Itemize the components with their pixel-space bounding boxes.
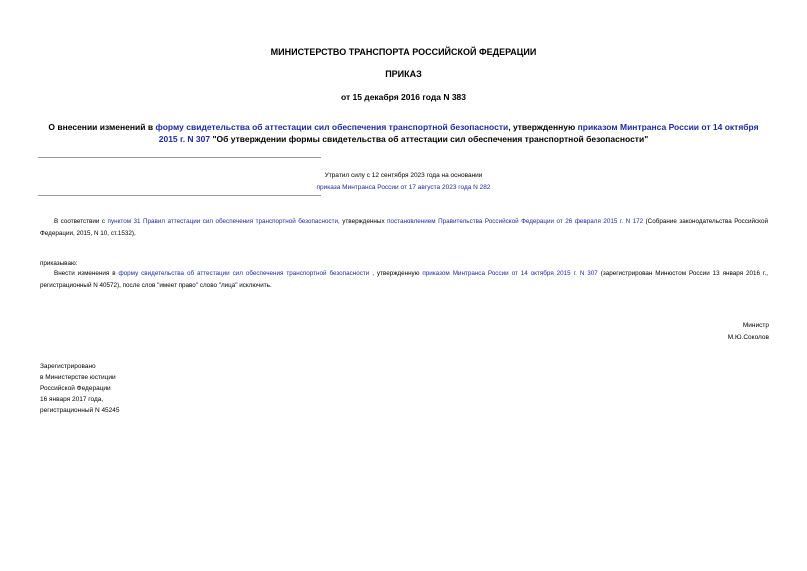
subject-prefix: О внесении изменений в	[48, 122, 156, 132]
registration-line: в Министерстве юстиции	[40, 374, 116, 381]
signature-name: М.Ю.Соколов	[727, 333, 769, 341]
signature-title: Министр	[742, 322, 769, 329]
status-link-order-282[interactable]: приказа Минтранса России от 17 августа 2023 года N 282	[316, 184, 491, 191]
registration-block	[40, 361, 120, 416]
link-order-307[interactable]: приказом Минтранса России от 14 октября 2015 г. N 307	[422, 270, 598, 277]
ministry-title: МИНИСТЕРСТВО ТРАНСПОРТА РОССИЙСКОЙ ФЕДЕРАЦИИ	[270, 47, 537, 57]
link-certificate-form[interactable]: форму свидетельства об аттестации сил обеспечения транспортной безопасности	[118, 270, 370, 277]
paragraph-basis-text-1: В соответствии с	[54, 218, 108, 225]
paragraph-basis-text-3: (Собрание законодательства Российской Федерации, 2015, N 10, ст.1532),	[40, 218, 769, 237]
paragraph-basis	[40, 216, 768, 239]
status-notice	[0, 170, 807, 194]
registration-line: 16 января 2017 года,	[40, 396, 104, 403]
divider-top	[38, 157, 321, 158]
link-government-decree-172[interactable]: постановлением Правительства Российской Федерации от 26 февраля 2015 г. N 172	[387, 218, 644, 225]
subject-suffix: "Об утверждении формы свидетельства об аттестации сил обеспечения транспортной безопасности"	[210, 134, 649, 144]
document-date-number: от 15 декабря 2016 года N 383	[340, 92, 467, 102]
document-type: ПРИКАЗ	[385, 69, 422, 79]
paragraph-basis-text-2: , утвержденных	[338, 218, 388, 225]
paragraph-changes	[40, 268, 768, 291]
order-word: приказываю:	[40, 260, 78, 267]
subject-link-form[interactable]: форму свидетельства об аттестации сил обеспечения транспортной безопасности	[155, 122, 509, 132]
registration-line: регистрационный N 45245	[40, 407, 120, 414]
paragraph-changes-text-2: , утвержденную	[369, 270, 423, 277]
divider-bottom	[38, 195, 321, 196]
paragraph-changes-text-3: (зарегистрирован Минюстом России 13 января 2016 г., регистрационный N 40572), после слов "имеет право" слово "лица" исключить.	[40, 270, 768, 289]
status-text: Утратил силу с 12 сентября 2023 года на основании	[324, 172, 483, 179]
registration-line: Зарегистрировано	[40, 363, 96, 370]
registration-line: Российской Федерации	[40, 385, 111, 392]
signature-block	[728, 320, 769, 343]
link-rules-point-31[interactable]: пунктом 31 Правил аттестации сил обеспечения транспортной безопасности	[107, 218, 339, 225]
subject-link-order-307[interactable]: приказом Минтранса России от 14 октября 2015 г. N 307	[158, 122, 759, 144]
document-subject	[40, 121, 767, 145]
subject-middle: , утвержденную	[508, 122, 578, 132]
paragraph-changes-text-1: Внести изменения в	[54, 270, 119, 277]
